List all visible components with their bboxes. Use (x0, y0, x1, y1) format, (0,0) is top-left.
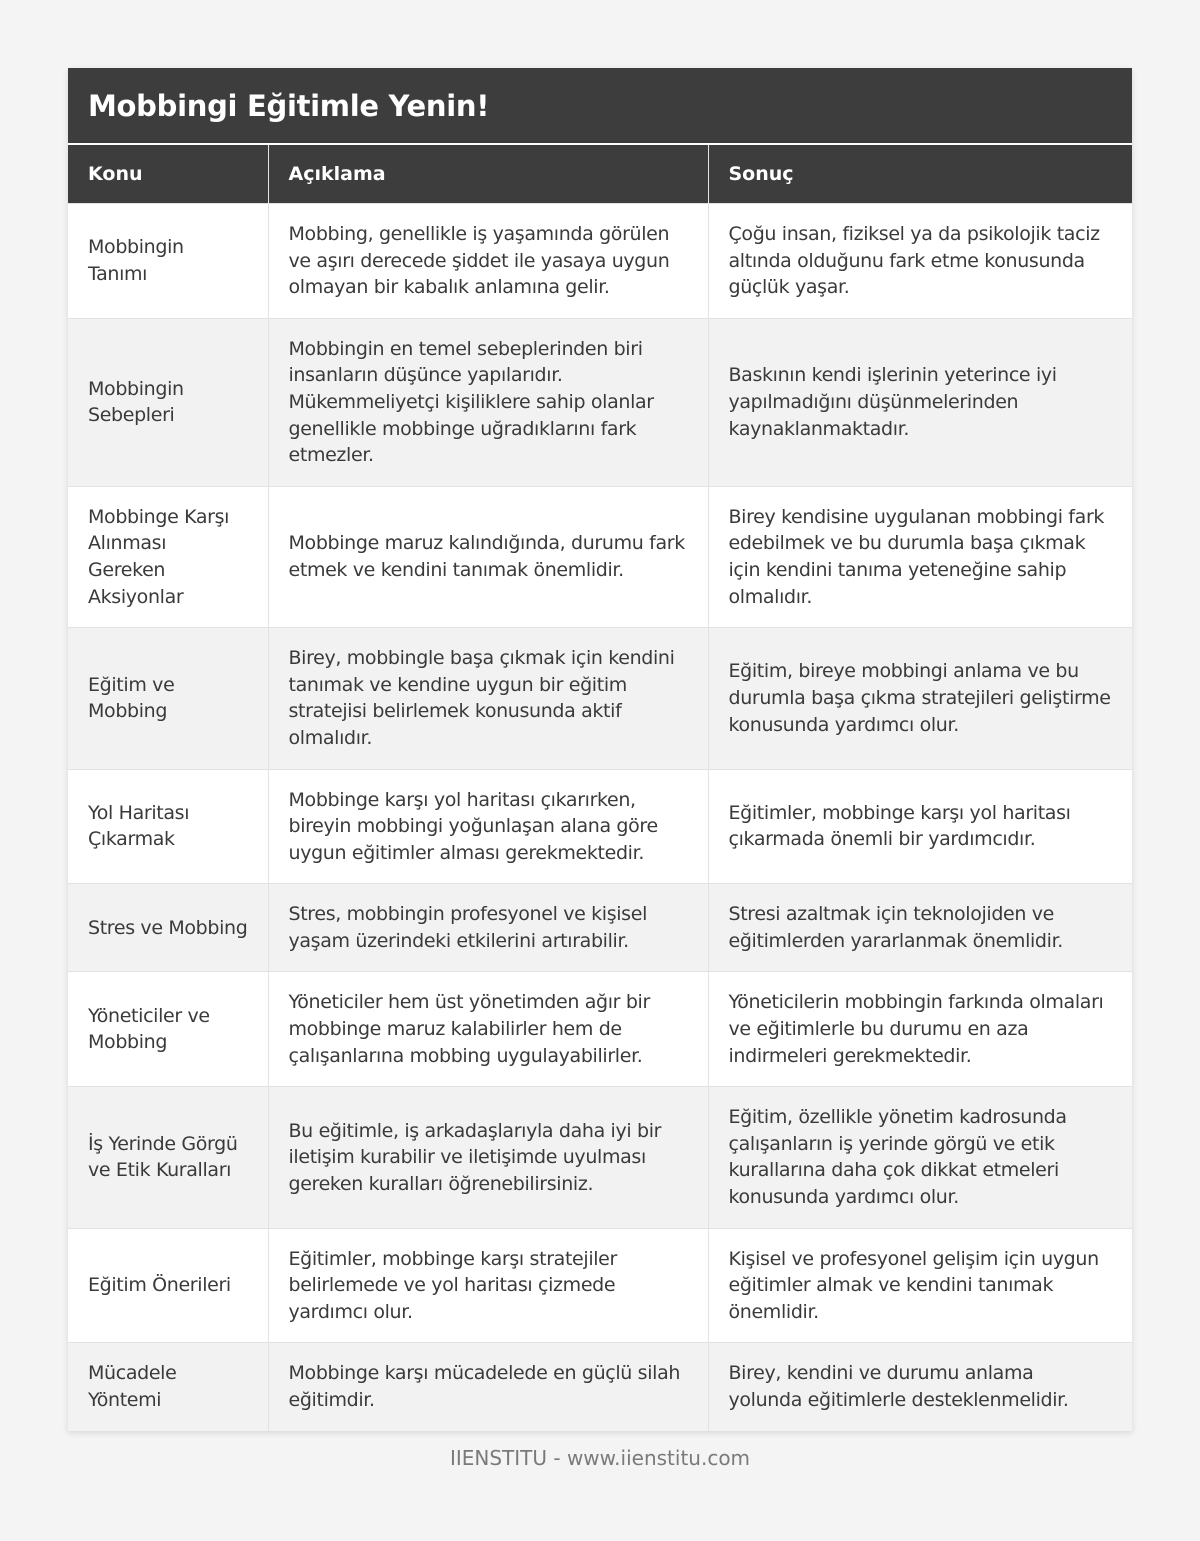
mobbing-table (68, 145, 1132, 1431)
table-header-row (68, 145, 1132, 204)
table-row (68, 486, 1132, 627)
cell-sonuc: Eğitimler, mobbinge karşı yol haritası çıkarmada önemli bir yardımcıdır. (708, 769, 1132, 884)
cell-konu: Eğitim Önerileri (68, 1228, 268, 1343)
table-row (68, 204, 1132, 319)
cell-aciklama: Mobbingin en temel sebeplerinden biri insanların düşünce yapılarıdır. Mükemmeliyetçi kişiliklere sahip olanlar genellikle mobbinge uğradıklarını fark etmezler. (268, 318, 708, 486)
page-title: Mobbingi Eğitimle Yenin! (88, 88, 490, 123)
cell-konu: Yöneticiler ve Mobbing (68, 972, 268, 1087)
cell-sonuc: Eğitim, özellikle yönetim kadrosunda çalışanların iş yerinde görgü ve etik kurallarına daha çok dikkat etmeleri konusunda yardımcı olur. (708, 1087, 1132, 1228)
cell-sonuc: Kişisel ve profesyonel gelişim için uygun eğitimler almak ve kendini tanımak önemlidir. (708, 1228, 1132, 1343)
title-bar (68, 68, 1132, 145)
cell-konu: Mobbinge Karşı Alınması Gereken Aksiyonlar (68, 486, 268, 627)
cell-sonuc: Eğitim, bireye mobbingi anlama ve bu durumla başa çıkma stratejileri geliştirme konusunda yardımcı olur. (708, 628, 1132, 769)
column-header-konu: Konu (68, 145, 268, 204)
cell-aciklama: Bu eğitimle, iş arkadaşlarıyla daha iyi bir iletişim kurabilir ve iletişimde uyulması gereken kuralları öğrenebilirsiniz. (268, 1087, 708, 1228)
cell-sonuc: Yöneticilerin mobbingin farkında olmaları ve eğitimlerle bu durumu en aza indirmeleri gerekmektedir. (708, 972, 1132, 1087)
cell-konu: Mobbingin Tanımı (68, 204, 268, 319)
cell-aciklama: Stres, mobbingin profesyonel ve kişisel yaşam üzerindeki etkilerini artırabilir. (268, 884, 708, 972)
cell-sonuc: Birey kendisine uygulanan mobbingi fark edebilmek ve bu durumla başa çıkmak için kendini tanıma yeteneğine sahip olmalıdır. (708, 486, 1132, 627)
table-row (68, 884, 1132, 972)
table-row (68, 972, 1132, 1087)
table-row (68, 1087, 1132, 1228)
content-card (68, 68, 1132, 1431)
table-row (68, 1343, 1132, 1431)
cell-sonuc: Stresi azaltmak için teknolojiden ve eğitimlerden yararlanmak önemlidir. (708, 884, 1132, 972)
cell-konu: Mücadele Yöntemi (68, 1343, 268, 1431)
table-row (68, 769, 1132, 884)
footer-credit: IIENSTITU - www.iienstitu.com (449, 1446, 751, 1470)
cell-konu: Yol Haritası Çıkarmak (68, 769, 268, 884)
table-row (68, 1228, 1132, 1343)
cell-sonuc: Çoğu insan, fiziksel ya da psikolojik taciz altında olduğunu fark etme konusunda güçlük yaşar. (708, 204, 1132, 319)
cell-konu: Stres ve Mobbing (68, 884, 268, 972)
cell-aciklama: Mobbinge maruz kalındığında, durumu fark etmek ve kendini tanımak önemlidir. (268, 486, 708, 627)
cell-aciklama: Mobbinge karşı mücadelede en güçlü silah eğitimdir. (268, 1343, 708, 1431)
table-row (68, 318, 1132, 486)
column-header-sonuc: Sonuç (708, 145, 1132, 204)
cell-sonuc: Birey, kendini ve durumu anlama yolunda eğitimlerle desteklenmelidir. (708, 1343, 1132, 1431)
cell-aciklama: Birey, mobbingle başa çıkmak için kendini tanımak ve kendine uygun bir eğitim stratejisi belirlemek konusunda aktif olmalıdır. (268, 628, 708, 769)
cell-aciklama: Mobbinge karşı yol haritası çıkarırken, bireyin mobbingi yoğunlaşan alana göre uygun eğitimler alması gerekmektedir. (268, 769, 708, 884)
cell-konu: İş Yerinde Görgü ve Etik Kuralları (68, 1087, 268, 1228)
cell-sonuc: Baskının kendi işlerinin yeterince iyi yapılmadığını düşünmelerinden kaynaklanmaktadır. (708, 318, 1132, 486)
cell-aciklama: Yöneticiler hem üst yönetimden ağır bir mobbinge maruz kalabilirler hem de çalışanlarına mobbing uygulayabilirler. (268, 972, 708, 1087)
cell-aciklama: Mobbing, genellikle iş yaşamında görülen ve aşırı derecede şiddet ile yasaya uygun olmayan bir kabalık anlamına gelir. (268, 204, 708, 319)
cell-konu: Eğitim ve Mobbing (68, 628, 268, 769)
cell-aciklama: Eğitimler, mobbinge karşı stratejiler belirlemede ve yol haritası çizmede yardımcı olur. (268, 1228, 708, 1343)
table-row (68, 628, 1132, 769)
column-header-aciklama: Açıklama (268, 145, 708, 204)
cell-konu: Mobbingin Sebepleri (68, 318, 268, 486)
